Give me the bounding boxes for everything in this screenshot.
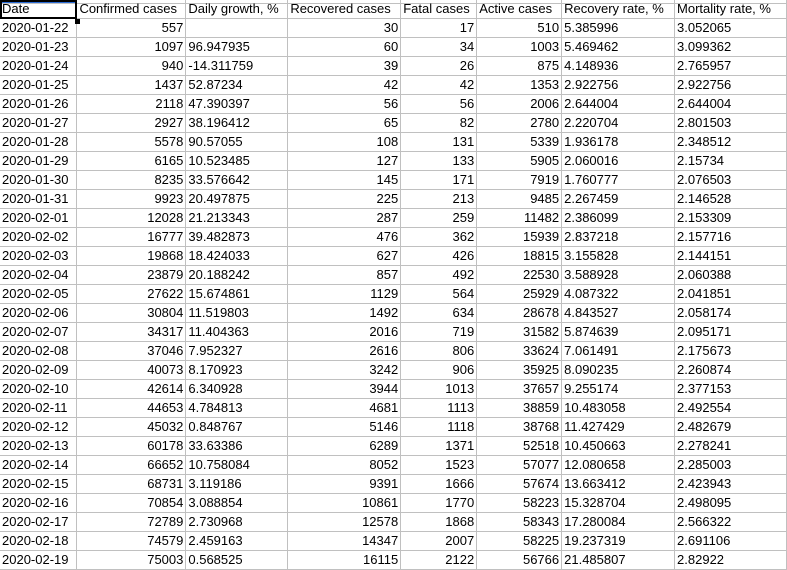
cell-fatal[interactable]: 131 xyxy=(401,133,477,152)
cell-recovery-rate[interactable]: 15.328704 xyxy=(562,494,675,513)
cell-recovered[interactable]: 857 xyxy=(288,266,401,285)
cell-active[interactable]: 57077 xyxy=(477,456,562,475)
cell-confirmed[interactable]: 8235 xyxy=(77,171,186,190)
cell-date[interactable]: 2020-01-22 xyxy=(0,19,77,38)
cell-recovered[interactable]: 627 xyxy=(288,247,401,266)
cell-daily-growth[interactable]: 11.519803 xyxy=(186,304,288,323)
cell-confirmed[interactable]: 60178 xyxy=(77,437,186,456)
cell-recovered[interactable]: 1492 xyxy=(288,304,401,323)
table-row xyxy=(0,437,787,456)
cell-recovered[interactable]: 14347 xyxy=(288,532,401,551)
cell-fatal[interactable]: 1113 xyxy=(401,399,477,418)
cell-recovery-rate[interactable]: 5.874639 xyxy=(562,323,675,342)
table-row xyxy=(0,323,787,342)
cell-recovered[interactable]: 5146 xyxy=(288,418,401,437)
cell-fatal[interactable]: 133 xyxy=(401,152,477,171)
cell-recovery-rate[interactable]: 3.155828 xyxy=(562,247,675,266)
cell-recovery-rate[interactable]: 7.061491 xyxy=(562,342,675,361)
cell-mortality-rate[interactable]: 2.285003 xyxy=(675,456,787,475)
cell-mortality-rate[interactable]: 2.278241 xyxy=(675,437,787,456)
cell-recovered[interactable]: 3242 xyxy=(288,361,401,380)
cell-active[interactable]: 875 xyxy=(477,57,562,76)
cell-confirmed[interactable]: 45032 xyxy=(77,418,186,437)
cell-active[interactable]: 1003 xyxy=(477,38,562,57)
cell-confirmed[interactable]: 30804 xyxy=(77,304,186,323)
cell-confirmed[interactable]: 19868 xyxy=(77,247,186,266)
cell-mortality-rate[interactable]: 2.144151 xyxy=(675,247,787,266)
cell-date[interactable]: 2020-02-11 xyxy=(0,399,77,418)
cell-recovery-rate[interactable]: 5.385996 xyxy=(562,19,675,38)
cell-active[interactable]: 52518 xyxy=(477,437,562,456)
cell-date[interactable]: 2020-02-09 xyxy=(0,361,77,380)
cell-recovered[interactable]: 2616 xyxy=(288,342,401,361)
cell-mortality-rate[interactable]: 3.052065 xyxy=(675,19,787,38)
cell-recovery-rate[interactable]: 4.087322 xyxy=(562,285,675,304)
cell-active[interactable]: 9485 xyxy=(477,190,562,209)
cell-confirmed[interactable]: 12028 xyxy=(77,209,186,228)
cell-fatal[interactable]: 1013 xyxy=(401,380,477,399)
table-row xyxy=(0,133,787,152)
cell-confirmed[interactable]: 44653 xyxy=(77,399,186,418)
cell-confirmed[interactable]: 1437 xyxy=(77,76,186,95)
cell-fatal[interactable]: 17 xyxy=(401,19,477,38)
table-row xyxy=(0,247,787,266)
cell-daily-growth[interactable]: 10.758084 xyxy=(186,456,288,475)
cell-confirmed[interactable]: 2927 xyxy=(77,114,186,133)
cell-active[interactable]: 510 xyxy=(477,19,562,38)
cell-fatal[interactable]: 362 xyxy=(401,228,477,247)
cell-date[interactable]: 2020-02-18 xyxy=(0,532,77,551)
cell-date[interactable]: 2020-02-17 xyxy=(0,513,77,532)
cell-mortality-rate[interactable]: 2.82922 xyxy=(675,551,787,570)
cell-confirmed[interactable]: 74579 xyxy=(77,532,186,551)
cell-recovery-rate[interactable]: 12.080658 xyxy=(562,456,675,475)
cell-mortality-rate[interactable]: 2.095171 xyxy=(675,323,787,342)
cell-recovered[interactable]: 42 xyxy=(288,76,401,95)
cell-daily-growth[interactable]: 96.947935 xyxy=(186,38,288,57)
cell-recovered[interactable]: 39 xyxy=(288,57,401,76)
cell-confirmed[interactable]: 1097 xyxy=(77,38,186,57)
cell-active[interactable]: 28678 xyxy=(477,304,562,323)
cell-mortality-rate[interactable]: 2.041851 xyxy=(675,285,787,304)
cell-recovery-rate[interactable]: 10.483058 xyxy=(562,399,675,418)
cell-date[interactable]: 2020-01-29 xyxy=(0,152,77,171)
cell-confirmed[interactable]: 9923 xyxy=(77,190,186,209)
header-cell-date[interactable]: Date xyxy=(0,0,77,19)
table-row xyxy=(0,361,787,380)
cell-daily-growth[interactable]: 11.404363 xyxy=(186,323,288,342)
cell-fatal[interactable]: 26 xyxy=(401,57,477,76)
table-row xyxy=(0,190,787,209)
cell-confirmed[interactable]: 23879 xyxy=(77,266,186,285)
cell-date[interactable]: 2020-02-10 xyxy=(0,380,77,399)
cell-fatal[interactable]: 2007 xyxy=(401,532,477,551)
cell-active[interactable]: 31582 xyxy=(477,323,562,342)
table-row xyxy=(0,38,787,57)
cell-recovered[interactable]: 2016 xyxy=(288,323,401,342)
cell-daily-growth[interactable]: 0.568525 xyxy=(186,551,288,570)
cell-recovery-rate[interactable]: 17.280084 xyxy=(562,513,675,532)
table-row xyxy=(0,342,787,361)
cell-recovery-rate[interactable]: 2.837218 xyxy=(562,228,675,247)
cell-recovery-rate[interactable]: 21.485807 xyxy=(562,551,675,570)
cell-mortality-rate[interactable]: 2.765957 xyxy=(675,57,787,76)
cell-mortality-rate[interactable]: 2.175673 xyxy=(675,342,787,361)
cell-active[interactable]: 5905 xyxy=(477,152,562,171)
cell-active[interactable]: 56766 xyxy=(477,551,562,570)
cell-fatal[interactable]: 2122 xyxy=(401,551,477,570)
cell-confirmed[interactable]: 2118 xyxy=(77,95,186,114)
cell-confirmed[interactable]: 27622 xyxy=(77,285,186,304)
cell-recovery-rate[interactable]: 13.663412 xyxy=(562,475,675,494)
cell-date[interactable]: 2020-01-27 xyxy=(0,114,77,133)
cell-fatal[interactable]: 492 xyxy=(401,266,477,285)
table-row xyxy=(0,285,787,304)
cell-date[interactable]: 2020-02-16 xyxy=(0,494,77,513)
cell-fatal[interactable]: 426 xyxy=(401,247,477,266)
cell-confirmed[interactable]: 5578 xyxy=(77,133,186,152)
cell-date[interactable]: 2020-01-23 xyxy=(0,38,77,57)
cell-active[interactable]: 22530 xyxy=(477,266,562,285)
cell-fatal[interactable]: 56 xyxy=(401,95,477,114)
selection-fill-handle[interactable] xyxy=(75,19,80,24)
cell-fatal[interactable]: 806 xyxy=(401,342,477,361)
cell-date[interactable]: 2020-02-19 xyxy=(0,551,77,570)
table-row xyxy=(0,76,787,95)
cell-fatal[interactable]: 42 xyxy=(401,76,477,95)
cell-date[interactable]: 2020-02-07 xyxy=(0,323,77,342)
cell-date[interactable]: 2020-02-15 xyxy=(0,475,77,494)
cell-daily-growth[interactable]: 8.170923 xyxy=(186,361,288,380)
cell-fatal[interactable]: 564 xyxy=(401,285,477,304)
cell-mortality-rate[interactable]: 2.482679 xyxy=(675,418,787,437)
cell-active[interactable]: 25929 xyxy=(477,285,562,304)
cell-date[interactable]: 2020-02-14 xyxy=(0,456,77,475)
cell-confirmed[interactable]: 40073 xyxy=(77,361,186,380)
cell-confirmed[interactable]: 557 xyxy=(77,19,186,38)
cell-mortality-rate[interactable]: 2.076503 xyxy=(675,171,787,190)
cell-recovery-rate[interactable]: 8.090235 xyxy=(562,361,675,380)
cell-fatal[interactable]: 1371 xyxy=(401,437,477,456)
cell-mortality-rate[interactable]: 2.922756 xyxy=(675,76,787,95)
cell-recovery-rate[interactable]: 2.060016 xyxy=(562,152,675,171)
cell-active[interactable]: 11482 xyxy=(477,209,562,228)
cell-recovery-rate[interactable]: 1.760777 xyxy=(562,171,675,190)
cell-mortality-rate[interactable]: 2.423943 xyxy=(675,475,787,494)
cell-daily-growth[interactable]: 38.196412 xyxy=(186,114,288,133)
cell-date[interactable]: 2020-02-12 xyxy=(0,418,77,437)
cell-daily-growth[interactable]: 39.482873 xyxy=(186,228,288,247)
cell-recovered[interactable]: 60 xyxy=(288,38,401,57)
table-row xyxy=(0,19,787,38)
cell-date[interactable]: 2020-01-30 xyxy=(0,171,77,190)
cell-mortality-rate[interactable]: 2.146528 xyxy=(675,190,787,209)
cell-active[interactable]: 5339 xyxy=(477,133,562,152)
cell-daily-growth[interactable]: 3.119186 xyxy=(186,475,288,494)
cell-active[interactable]: 38768 xyxy=(477,418,562,437)
cell-active[interactable]: 38859 xyxy=(477,399,562,418)
header-cell-daily-growth[interactable]: Daily growth, % xyxy=(186,0,288,19)
cell-recovery-rate[interactable]: 2.386099 xyxy=(562,209,675,228)
header-cell-active[interactable]: Active cases xyxy=(477,0,562,19)
cell-confirmed[interactable]: 72789 xyxy=(77,513,186,532)
table-row xyxy=(0,152,787,171)
cell-date[interactable]: 2020-02-04 xyxy=(0,266,77,285)
table-row xyxy=(0,171,787,190)
cell-active[interactable]: 37657 xyxy=(477,380,562,399)
cell-recovered[interactable]: 108 xyxy=(288,133,401,152)
cell-date[interactable]: 2020-02-01 xyxy=(0,209,77,228)
table-row xyxy=(0,209,787,228)
cell-confirmed[interactable]: 16777 xyxy=(77,228,186,247)
cell-fatal[interactable]: 82 xyxy=(401,114,477,133)
cell-daily-growth[interactable]: 33.63386 xyxy=(186,437,288,456)
cell-active[interactable]: 18815 xyxy=(477,247,562,266)
cell-recovery-rate[interactable]: 4.843527 xyxy=(562,304,675,323)
cell-daily-growth[interactable]: 6.340928 xyxy=(186,380,288,399)
cell-recovery-rate[interactable]: 2.267459 xyxy=(562,190,675,209)
header-cell-mortality-rate[interactable]: Mortality rate, % xyxy=(675,0,787,19)
cell-recovered[interactable]: 56 xyxy=(288,95,401,114)
cell-recovered[interactable]: 6289 xyxy=(288,437,401,456)
cell-confirmed[interactable]: 6165 xyxy=(77,152,186,171)
cell-mortality-rate[interactable]: 2.060388 xyxy=(675,266,787,285)
cell-daily-growth[interactable]: 3.088854 xyxy=(186,494,288,513)
cell-fatal[interactable]: 1118 xyxy=(401,418,477,437)
header-row xyxy=(0,0,787,19)
cell-active[interactable]: 1353 xyxy=(477,76,562,95)
cell-daily-growth[interactable]: 4.784813 xyxy=(186,399,288,418)
cell-fatal[interactable]: 34 xyxy=(401,38,477,57)
cell-active[interactable]: 33624 xyxy=(477,342,562,361)
cell-recovered[interactable]: 30 xyxy=(288,19,401,38)
cell-daily-growth[interactable]: 7.952327 xyxy=(186,342,288,361)
cell-date[interactable]: 2020-01-24 xyxy=(0,57,77,76)
table-row xyxy=(0,418,787,437)
cell-daily-growth[interactable]: 90.57055 xyxy=(186,133,288,152)
cell-daily-growth[interactable]: 20.188242 xyxy=(186,266,288,285)
cell-confirmed[interactable]: 66652 xyxy=(77,456,186,475)
cell-recovery-rate[interactable]: 5.469462 xyxy=(562,38,675,57)
cell-recovery-rate[interactable]: 4.148936 xyxy=(562,57,675,76)
table-row xyxy=(0,380,787,399)
cell-fatal[interactable]: 171 xyxy=(401,171,477,190)
cell-recovered[interactable]: 16115 xyxy=(288,551,401,570)
table-row xyxy=(0,95,787,114)
cell-recovery-rate[interactable]: 9.255174 xyxy=(562,380,675,399)
cell-active[interactable]: 58223 xyxy=(477,494,562,513)
header-cell-recovered[interactable]: Recovered cases xyxy=(288,0,401,19)
cell-mortality-rate[interactable]: 2.492554 xyxy=(675,399,787,418)
cell-recovered[interactable]: 8052 xyxy=(288,456,401,475)
cell-date[interactable]: 2020-02-13 xyxy=(0,437,77,456)
cell-active[interactable]: 58343 xyxy=(477,513,562,532)
cell-daily-growth[interactable]: -14.311759 xyxy=(186,57,288,76)
table-row xyxy=(0,456,787,475)
cell-mortality-rate[interactable]: 2.348512 xyxy=(675,133,787,152)
table-row xyxy=(0,475,787,494)
cell-mortality-rate[interactable]: 2.153309 xyxy=(675,209,787,228)
cell-recovered[interactable]: 1129 xyxy=(288,285,401,304)
cell-daily-growth[interactable]: 2.459163 xyxy=(186,532,288,551)
cell-fatal[interactable]: 259 xyxy=(401,209,477,228)
cell-date[interactable]: 2020-02-03 xyxy=(0,247,77,266)
cell-mortality-rate[interactable]: 2.15734 xyxy=(675,152,787,171)
cell-date[interactable]: 2020-01-28 xyxy=(0,133,77,152)
table-row xyxy=(0,304,787,323)
cell-active[interactable]: 35925 xyxy=(477,361,562,380)
table-row xyxy=(0,532,787,551)
cell-mortality-rate[interactable]: 2.377153 xyxy=(675,380,787,399)
cell-mortality-rate[interactable]: 2.058174 xyxy=(675,304,787,323)
cell-daily-growth[interactable]: 0.848767 xyxy=(186,418,288,437)
table-row xyxy=(0,114,787,133)
cell-date[interactable]: 2020-02-06 xyxy=(0,304,77,323)
cell-recovered[interactable]: 4681 xyxy=(288,399,401,418)
cell-date[interactable]: 2020-02-08 xyxy=(0,342,77,361)
cell-confirmed[interactable]: 75003 xyxy=(77,551,186,570)
cell-mortality-rate[interactable]: 3.099362 xyxy=(675,38,787,57)
cell-fatal[interactable]: 634 xyxy=(401,304,477,323)
cell-recovery-rate[interactable]: 1.936178 xyxy=(562,133,675,152)
cell-date[interactable]: 2020-01-25 xyxy=(0,76,77,95)
cell-daily-growth[interactable]: 10.523485 xyxy=(186,152,288,171)
cell-mortality-rate[interactable]: 2.498095 xyxy=(675,494,787,513)
cell-daily-growth[interactable]: 33.576642 xyxy=(186,171,288,190)
cell-mortality-rate[interactable]: 2.691106 xyxy=(675,532,787,551)
cell-recovery-rate[interactable]: 2.220704 xyxy=(562,114,675,133)
table-row xyxy=(0,513,787,532)
cell-recovery-rate[interactable]: 11.427429 xyxy=(562,418,675,437)
cell-fatal[interactable]: 1666 xyxy=(401,475,477,494)
cell-daily-growth[interactable]: 20.497875 xyxy=(186,190,288,209)
cell-recovered[interactable]: 3944 xyxy=(288,380,401,399)
table-row xyxy=(0,228,787,247)
cell-date[interactable]: 2020-02-05 xyxy=(0,285,77,304)
cell-fatal[interactable]: 906 xyxy=(401,361,477,380)
cell-recovery-rate[interactable]: 3.588928 xyxy=(562,266,675,285)
table-row xyxy=(0,399,787,418)
cell-mortality-rate[interactable]: 2.260874 xyxy=(675,361,787,380)
cell-fatal[interactable]: 719 xyxy=(401,323,477,342)
cell-recovered[interactable]: 12578 xyxy=(288,513,401,532)
cell-recovered[interactable]: 127 xyxy=(288,152,401,171)
cell-recovered[interactable]: 225 xyxy=(288,190,401,209)
cell-recovered[interactable]: 65 xyxy=(288,114,401,133)
cell-mortality-rate[interactable]: 2.644004 xyxy=(675,95,787,114)
cell-recovery-rate[interactable]: 2.922756 xyxy=(562,76,675,95)
cell-daily-growth[interactable]: 2.730968 xyxy=(186,513,288,532)
cell-recovery-rate[interactable]: 10.450663 xyxy=(562,437,675,456)
cell-recovered[interactable]: 476 xyxy=(288,228,401,247)
cell-active[interactable]: 7919 xyxy=(477,171,562,190)
cell-confirmed[interactable]: 940 xyxy=(77,57,186,76)
header-cell-confirmed[interactable]: Confirmed cases xyxy=(77,0,186,19)
table-row xyxy=(0,57,787,76)
cell-recovery-rate[interactable]: 19.237319 xyxy=(562,532,675,551)
cell-daily-growth[interactable]: 47.390397 xyxy=(186,95,288,114)
table-row xyxy=(0,551,787,570)
cell-fatal[interactable]: 1868 xyxy=(401,513,477,532)
cell-mortality-rate[interactable]: 2.801503 xyxy=(675,114,787,133)
cell-active[interactable]: 57674 xyxy=(477,475,562,494)
cell-confirmed[interactable]: 68731 xyxy=(77,475,186,494)
header-cell-fatal[interactable]: Fatal cases xyxy=(401,0,477,19)
cell-daily-growth[interactable]: 18.424033 xyxy=(186,247,288,266)
cell-daily-growth[interactable]: 52.87234 xyxy=(186,76,288,95)
cell-confirmed[interactable]: 34317 xyxy=(77,323,186,342)
cell-fatal[interactable]: 1770 xyxy=(401,494,477,513)
cell-date[interactable]: 2020-01-26 xyxy=(0,95,77,114)
cell-active[interactable]: 2006 xyxy=(477,95,562,114)
cell-confirmed[interactable]: 42614 xyxy=(77,380,186,399)
cell-fatal[interactable]: 1523 xyxy=(401,456,477,475)
cell-recovered[interactable]: 9391 xyxy=(288,475,401,494)
header-cell-recovery-rate[interactable]: Recovery rate, % xyxy=(562,0,675,19)
cell-recovery-rate[interactable]: 2.644004 xyxy=(562,95,675,114)
cell-mortality-rate[interactable]: 2.157716 xyxy=(675,228,787,247)
cell-daily-growth[interactable]: 15.674861 xyxy=(186,285,288,304)
cell-active[interactable]: 58225 xyxy=(477,532,562,551)
cell-active[interactable]: 2780 xyxy=(477,114,562,133)
cell-date[interactable]: 2020-02-02 xyxy=(0,228,77,247)
cell-active[interactable]: 15939 xyxy=(477,228,562,247)
cell-daily-growth[interactable]: 21.213343 xyxy=(186,209,288,228)
cell-confirmed[interactable]: 37046 xyxy=(77,342,186,361)
cell-fatal[interactable]: 213 xyxy=(401,190,477,209)
cell-date[interactable]: 2020-01-31 xyxy=(0,190,77,209)
cell-recovered[interactable]: 287 xyxy=(288,209,401,228)
cell-mortality-rate[interactable]: 2.566322 xyxy=(675,513,787,532)
cell-confirmed[interactable]: 70854 xyxy=(77,494,186,513)
cell-recovered[interactable]: 145 xyxy=(288,171,401,190)
table-row xyxy=(0,266,787,285)
cell-daily-growth[interactable] xyxy=(186,19,288,38)
cell-recovered[interactable]: 10861 xyxy=(288,494,401,513)
